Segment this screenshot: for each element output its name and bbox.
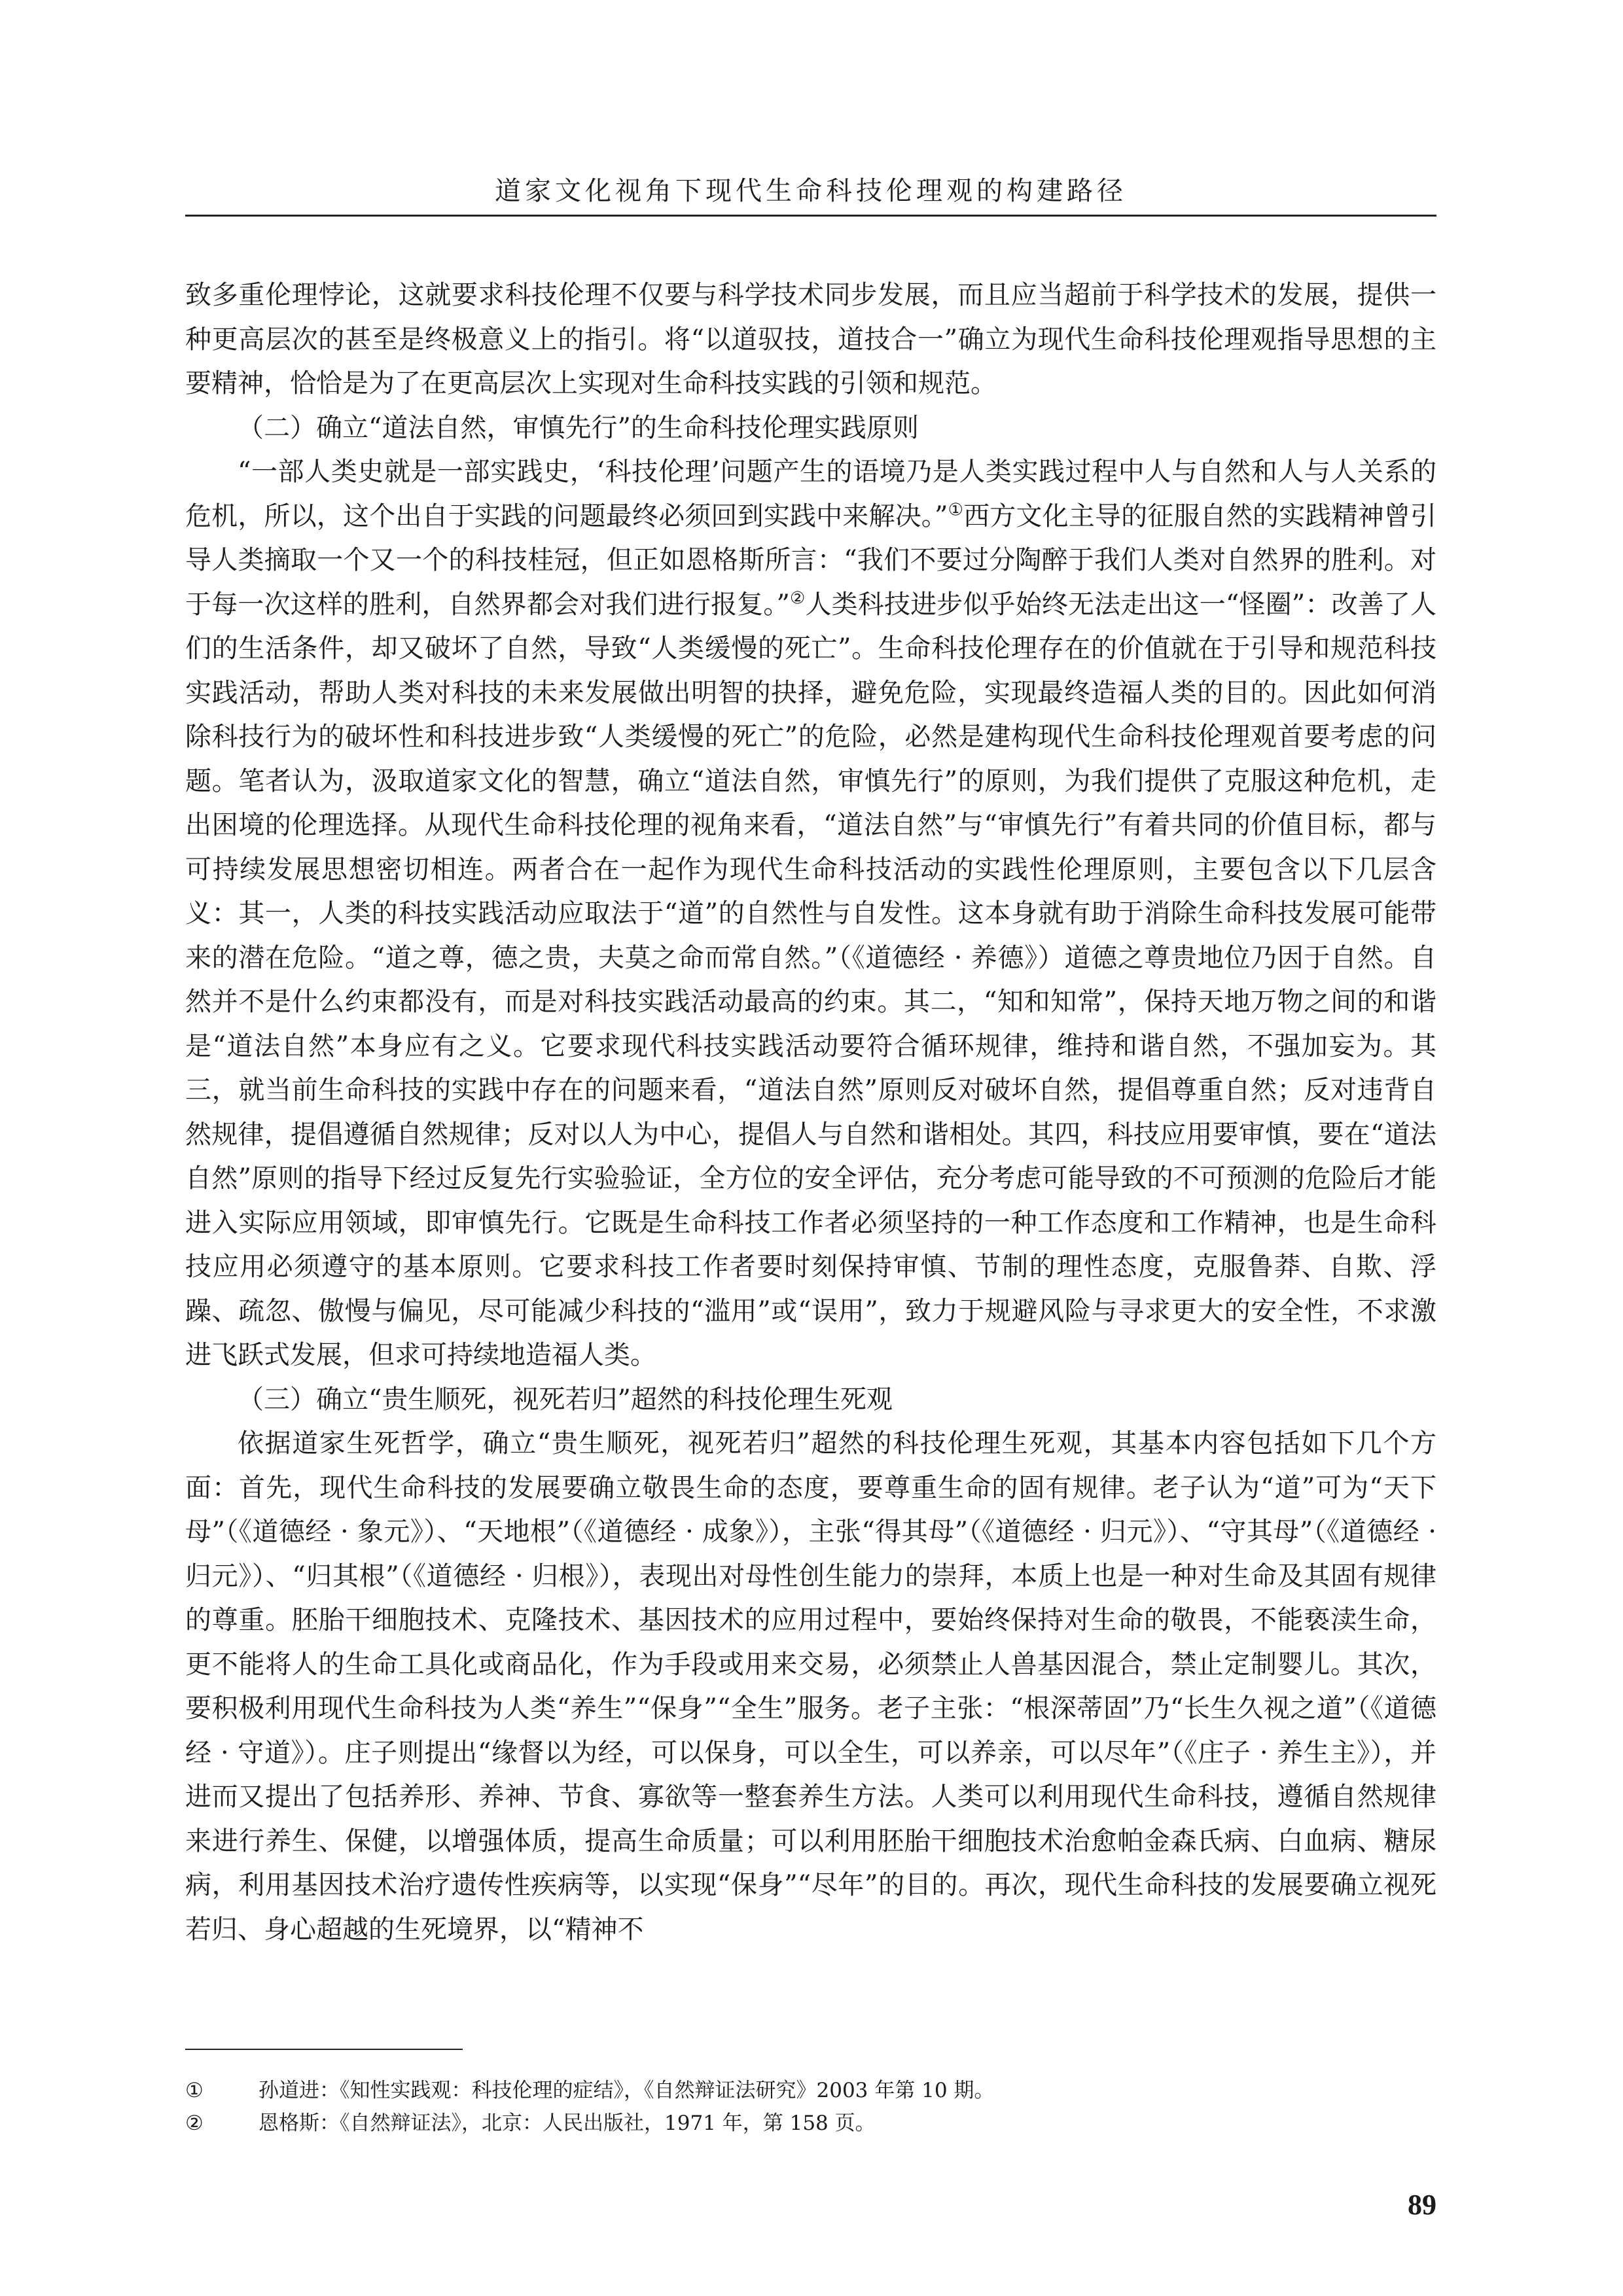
header-rule (185, 215, 1436, 217)
footnote-ref-1[interactable]: ① (948, 500, 964, 520)
paragraph-life-death-view: 依据道家生死哲学，确立“贵生顺死，视死若归”超然的科技伦理生死观，其基本内容包括如下几个方面：首先，现代生命科技的发展要确立敬畏生命的态度，要尊重生命的固有规律。老子认为“道”可为“天下母”（《道德经 · 象元》）、“天地根”（《道德经 · 成象》），主张“得其母”（《道德经 · 归元》）、“守其母”（《道德经 · 归元》）、“归其根”（《道德经 · 归根》），表现出对母性创生能力的崇拜，本质上也是一种对生命及其固有规律的尊重。胚胎干细胞技术、克隆技术、基因技术的应用过程中，要始终保持对生命的敬畏，不能亵渎生命，更不能将人的生命工具化或商品化，作为手段或用来交易，必须禁止人兽基因混合，禁止定制婴儿。其次，要积极利用现代生命科技为人类“养生”“保身”“全生”服务。老子主张：“根深蒂固”乃“长生久视之道”（《道德经 · 守道》）。庄子则提出“缘督以为经，可以保身，可以全生，可以养亲，可以尽年”（《庄子 · 养生主》），并进而又提出了包括养形、养神、节食、寡欲等一整套养生方法。人类可以利用现代生命科技，遵循自然规律来进行养生、保健，以增强体质，提高生命质量；可以利用胚胎干细胞技术治愈帕金森氏病、白血病、糖尿病，利用基因技术治疗遗传性疾病等，以实现“保身”“尽年”的目的。再次，现代生命科技的发展要确立视死若归、身心超越的生死境界，以“精神不 (185, 1428, 1436, 1945)
paragraph-text: 人类科技进步似乎始终无法走出这一“怪圈”：改善了人们的生活条件，却又破坏了自然，导致“人类缓慢的死亡”。生命科技伦理存在的价值就在于引导和规范科技实践活动，帮助人类对科技的未来发展做出明智的抉择，避免危险，实现最终造福人类的目的。因此如何消除科技行为的破坏性和科技进步致“人类缓慢的死亡”的危险，必然是建构现代生命科技伦理观首要考虑的问题。笔者认为，汲取道家文化的智慧，确立“道法自然，审慎先行”的原则，为我们提供了克服这种危机，走出困境的伦理选择。从现代生命科技伦理的视角来看，“道法自然”与“审慎先行”有着共同的价值目标，都与可持续发展思想密切相连。两者合在一起作为现代生命科技活动的实践性伦理原则，主要包含以下几层含义：其一，人类的科技实践活动应取法于“道”的自然性与自发性。这本身就有助于消除生命科技发展可能带来的潜在危险。“道之尊，德之贵，夫莫之命而常自然。”（《道德经 · 养德》）道德之尊贵地位乃因于自然。自然并不是什么约束都没有，而是对科技实践活动最高的约束。其二，“知和知常”，保持天地万物之间的和谐是“道法自然”本身应有之义。它要求现代科技实践活动要符合循环规律，维持和谐自然，不强加妄为。其三，就当前生命科技的实践中存在的问题来看，“道法自然”原则反对破坏自然，提倡尊重自然；反对违背自然规律，提倡遵循自然规律；反对以人为中心，提倡人与自然和谐相处。其四，科技应用要审慎，要在“道法自然”原则的指导下经过反复先行实验验证，全方位的安全评估，充分考虑可能导致的不可预测的危险后才能进入实际应用领域，即审慎先行。它既是生命科技工作者必须坚持的一种工作态度和工作精神，也是生命科技应用必须遵守的基本原则。它要求科技工作者要时刻保持审慎、节制的理性态度，克服鲁莽、自欺、浮躁、疏忽、傲慢与偏见，尽可能减少科技的“滥用”或“误用”，致力于规避风险与寻求更大的安全性，不求激进飞跃式发展，但求可持续地造福人类。 (185, 589, 1436, 1370)
footnote-mark: ① (185, 2079, 204, 2102)
page-number: 89 (1408, 2189, 1436, 2221)
body-text (185, 274, 1436, 1952)
paragraph-text: 西方文化主导的征服自然的实践精神曾引导人类摘取一个又一个的科技桂冠，但正如恩格斯所言：“我们不要过分陶醉于我们人类对自然界的胜利。对于每一次这样的胜利，自然界都会对我们进行报复。” (185, 501, 1437, 620)
paragraph-continued: 致多重伦理悖论，这就要求科技伦理不仅要与科学技术同步发展，而且应当超前于科学技术的发展，提供一种更高层次的甚至是终极意义上的指引。将“以道驭技，道技合一”确立为现代生命科技伦理观指导思想的主要精神，恰恰是为了在更高层次上实现对生命科技实践的引领和规范。 (185, 280, 1436, 398)
section-heading-2: （二）确立“道法自然，审慎先行”的生命科技伦理实践原则 (238, 412, 919, 443)
paragraph-practice-principle (185, 450, 1436, 1378)
footnote-ref-2[interactable]: ② (789, 588, 806, 609)
paragraph-text: “一部人类史就是一部实践史，‘科技伦理’问题产生的语境乃是人类实践过程中人与自然和人与人关系的危机，所以，这个出自于实践的问题最终必须回到实践中来解决。” (185, 457, 1436, 531)
footnote-rule (185, 2049, 463, 2050)
footnote-mark: ② (185, 2111, 204, 2135)
footnote-text: 孙道进：《知性实践观：科技伦理的症结》，《自然辩证法研究》2003 年第 10 期。 (259, 2079, 995, 2102)
footnotes (185, 2074, 1436, 2140)
section-heading-3: （三）确立“贵生顺死，视死若归”超然的科技伦理生死观 (238, 1384, 893, 1415)
footnote-1 (185, 2074, 1436, 2107)
footnote-text: 恩格斯：《自然辩证法》，北京：人民出版社，1971 年，第 158 页。 (259, 2111, 876, 2135)
running-head: 道家文化视角下现代生命科技伦理观的构建路径 (495, 176, 1127, 206)
footnote-2 (185, 2107, 1436, 2140)
